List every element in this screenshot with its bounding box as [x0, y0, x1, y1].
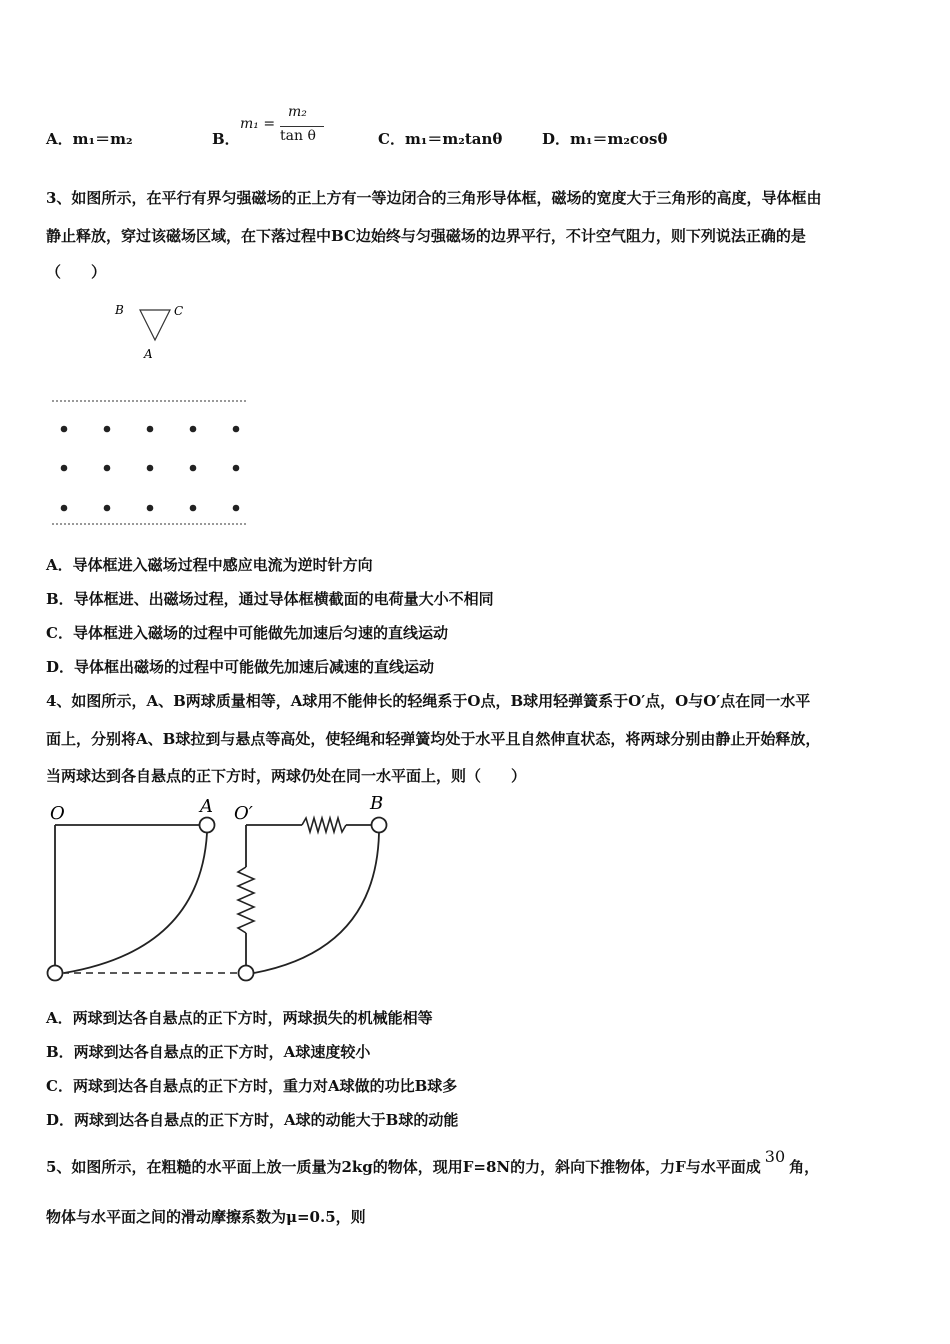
q2-b-numerator: m₂	[288, 104, 307, 120]
spring-horizontal	[302, 818, 346, 832]
field-dots	[61, 426, 240, 512]
q3-stem-line3: （ ）	[46, 263, 107, 281]
label-b: B	[370, 793, 384, 814]
q4-stem-line3: 当两球达到各自悬点的正下方时，两球仍处在同一水平面上，则（ ）	[46, 767, 527, 785]
triangle-label-b: B	[115, 303, 124, 317]
q3-stem-line1: 3、如图所示，在平行有界匀强磁场的正上方有一等边闭合的三角形导体框，磁场的宽度大于三角形的高度，导体框由	[46, 189, 822, 207]
q4-stem-line2: 面上，分别将A、B球拉到与悬点等高处，使轻绳和轻弹簧均处于水平且自然伸直状态，将两球分别由静止开始释放，	[46, 730, 821, 748]
q3-magnetic-field-figure	[50, 394, 250, 530]
ball-a-bottom	[48, 966, 63, 981]
q4-option-d[interactable]: D．两球到达各自悬点的正下方时，A球的动能大于B球的动能	[46, 1111, 459, 1129]
q2-option-c[interactable]: C．m₁＝m₂tanθ	[378, 130, 503, 148]
q2-option-b-formula	[240, 104, 330, 148]
q3-option-c[interactable]: C．导体框进入磁场的过程中可能做先加速后匀速的直线运动	[46, 624, 448, 642]
q2-b-lhs: m₁ =	[240, 116, 276, 132]
q2-option-b-label[interactable]: B．	[212, 130, 240, 148]
q2-b-denominator: tan θ	[280, 128, 316, 144]
q4-pendulum-spring-figure	[40, 792, 400, 987]
q4-option-c[interactable]: C．两球到达各自悬点的正下方时，重力对A球做的功比B球多	[46, 1077, 458, 1095]
label-o-prime: O′	[234, 803, 253, 824]
q4-stem-line1: 4、如图所示，A、B两球质量相等，A球用不能伸长的轻绳系于O点，B球用轻弹簧系于O′点，O与O′点在同一水平	[46, 692, 811, 710]
label-a: A	[200, 796, 213, 817]
q5-line1-text: 5、如图所示，在粗糙的水平面上放一质量为2kg的物体，现用F=8N的力，斜向下推物体，力F与水平面成	[46, 1158, 761, 1176]
q5-line1-end: 角，	[789, 1158, 820, 1176]
triangle-frame	[140, 310, 170, 340]
ball-b-path	[254, 833, 379, 973]
q3-option-b[interactable]: B．导体框进、出磁场过程，通过导体框横截面的电荷量大小不相同	[46, 590, 494, 608]
fraction-bar	[280, 126, 324, 127]
ball-a-start	[200, 818, 215, 833]
q4-option-b[interactable]: B．两球到达各自悬点的正下方时，A球速度较小	[46, 1043, 371, 1061]
ball-b-start	[372, 818, 387, 833]
q4-option-a[interactable]: A．两球到达各自悬点的正下方时，两球损失的机械能相等	[46, 1009, 433, 1027]
spring-vertical	[238, 867, 254, 933]
triangle-label-a: A	[144, 347, 153, 361]
q3-option-a[interactable]: A．导体框进入磁场过程中感应电流为逆时针方向	[46, 556, 373, 574]
q2-option-a[interactable]: A．m₁＝m₂	[46, 130, 133, 148]
q5-stem-line2: 物体与水平面之间的滑动摩擦系数为μ=0.5，则	[46, 1208, 366, 1226]
q2-option-d[interactable]: D．m₁＝m₂cosθ	[542, 130, 668, 148]
q5-stem-line1	[46, 1147, 820, 1177]
q5-angle: 30	[764, 1147, 786, 1166]
ball-b-bottom	[239, 966, 254, 981]
triangle-label-c: C	[174, 304, 184, 318]
q3-triangle-figure	[110, 300, 190, 364]
q3-option-d[interactable]: D．导体框出磁场的过程中可能做先加速后减速的直线运动	[46, 658, 435, 676]
ball-a-path	[64, 833, 207, 973]
q3-stem-line2: 静止释放，穿过该磁场区域，在下落过程中BC边始终与匀强磁场的边界平行，不计空气阻力，则下列说法正确的是	[46, 227, 806, 245]
label-o: O	[50, 803, 65, 824]
